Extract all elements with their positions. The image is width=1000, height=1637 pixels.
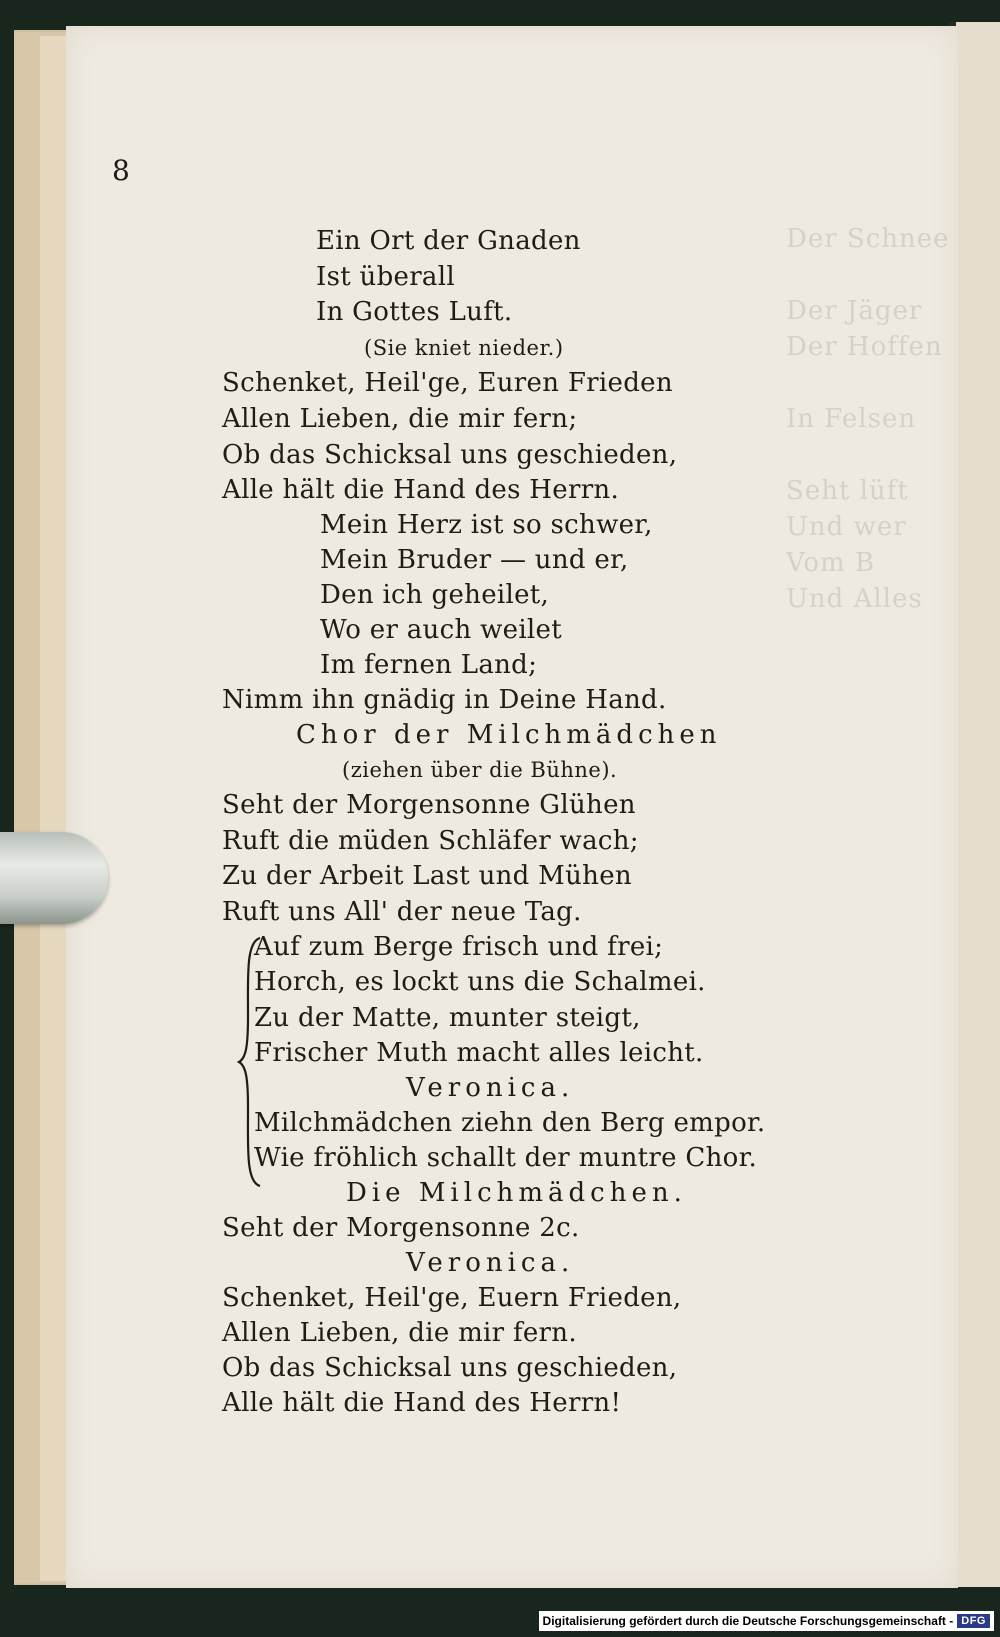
verse-line: Allen Lieben, die mir fern. [222, 1318, 577, 1348]
verse-line: Alle hält die Hand des Herrn! [222, 1388, 622, 1418]
book-page [66, 26, 958, 1588]
show-through-text: Der Schnee Der Jäger Der Hoffen In Felsen Seht lüft Und wer Vom B Und Alles [786, 224, 950, 614]
speaker-heading: Veronica. [406, 1073, 575, 1103]
verse-line: Alle hält die Hand des Herrn. [222, 475, 620, 505]
verse-line: Wo er auch weilet [320, 615, 562, 645]
verse-line: Frischer Muth macht alles leicht. [254, 1038, 704, 1068]
verse-line: Zu der Arbeit Last und Mühen [222, 861, 632, 891]
verse-line: Auf zum Berge frisch und frei; [254, 932, 664, 962]
page-clip [0, 832, 108, 924]
speaker-heading: Chor der Milchmädchen [296, 720, 722, 750]
verse-line: Seht der Morgensonne 2c. [222, 1213, 580, 1243]
verse-line: Zu der Matte, munter steigt, [254, 1003, 641, 1033]
verse-line: Schenket, Heil'ge, Euren Frieden [222, 368, 673, 398]
stage-direction: (Sie kniet nieder.) [364, 336, 564, 360]
verse-line: Schenket, Heil'ge, Euern Frieden, [222, 1283, 682, 1313]
verse-line: In Gottes Luft. [316, 297, 513, 327]
verse-line: Seht der Morgensonne Glühen [222, 790, 636, 820]
footer-credit [539, 1611, 994, 1631]
verse-line: Nimm ihn gnädig in Deine Hand. [222, 685, 667, 715]
page-number: 8 [112, 154, 130, 187]
stage-direction: (ziehen über die Bühne). [342, 758, 618, 782]
verse-line: Im fernen Land; [320, 650, 538, 680]
verse-line: Ruft uns All' der neue Tag. [222, 897, 582, 927]
verse-line: Allen Lieben, die mir fern; [222, 404, 578, 434]
verse-line: Ruft die müden Schläfer wach; [222, 826, 639, 856]
verse-line: Mein Bruder — und er, [320, 545, 629, 575]
facing-page-edge [956, 22, 1000, 1587]
verse-line: Milchmädchen ziehn den Berg empor. [254, 1108, 766, 1138]
verse-line: Ist überall [316, 262, 455, 292]
verse-line: Horch, es lockt uns die Schalmei. [254, 967, 706, 997]
verse-line: Mein Herz ist so schwer, [320, 510, 653, 540]
speaker-heading: Die Milchmädchen. [346, 1178, 687, 1208]
verse-line: Ob das Schicksal uns geschieden, [222, 440, 678, 470]
speaker-heading: Veronica. [406, 1248, 575, 1278]
footer-text: Digitalisierung gefördert durch die Deutsche Forschungsgemeinschaft - [542, 1614, 954, 1628]
verse-line: Ein Ort der Gnaden [316, 226, 581, 256]
verse-line: Ob das Schicksal uns geschieden, [222, 1353, 678, 1383]
verse-line: Den ich geheilet, [320, 580, 550, 610]
dfg-logo: DFG [957, 1614, 990, 1628]
verse-line: Wie fröhlich schallt der muntre Chor. [254, 1143, 758, 1173]
